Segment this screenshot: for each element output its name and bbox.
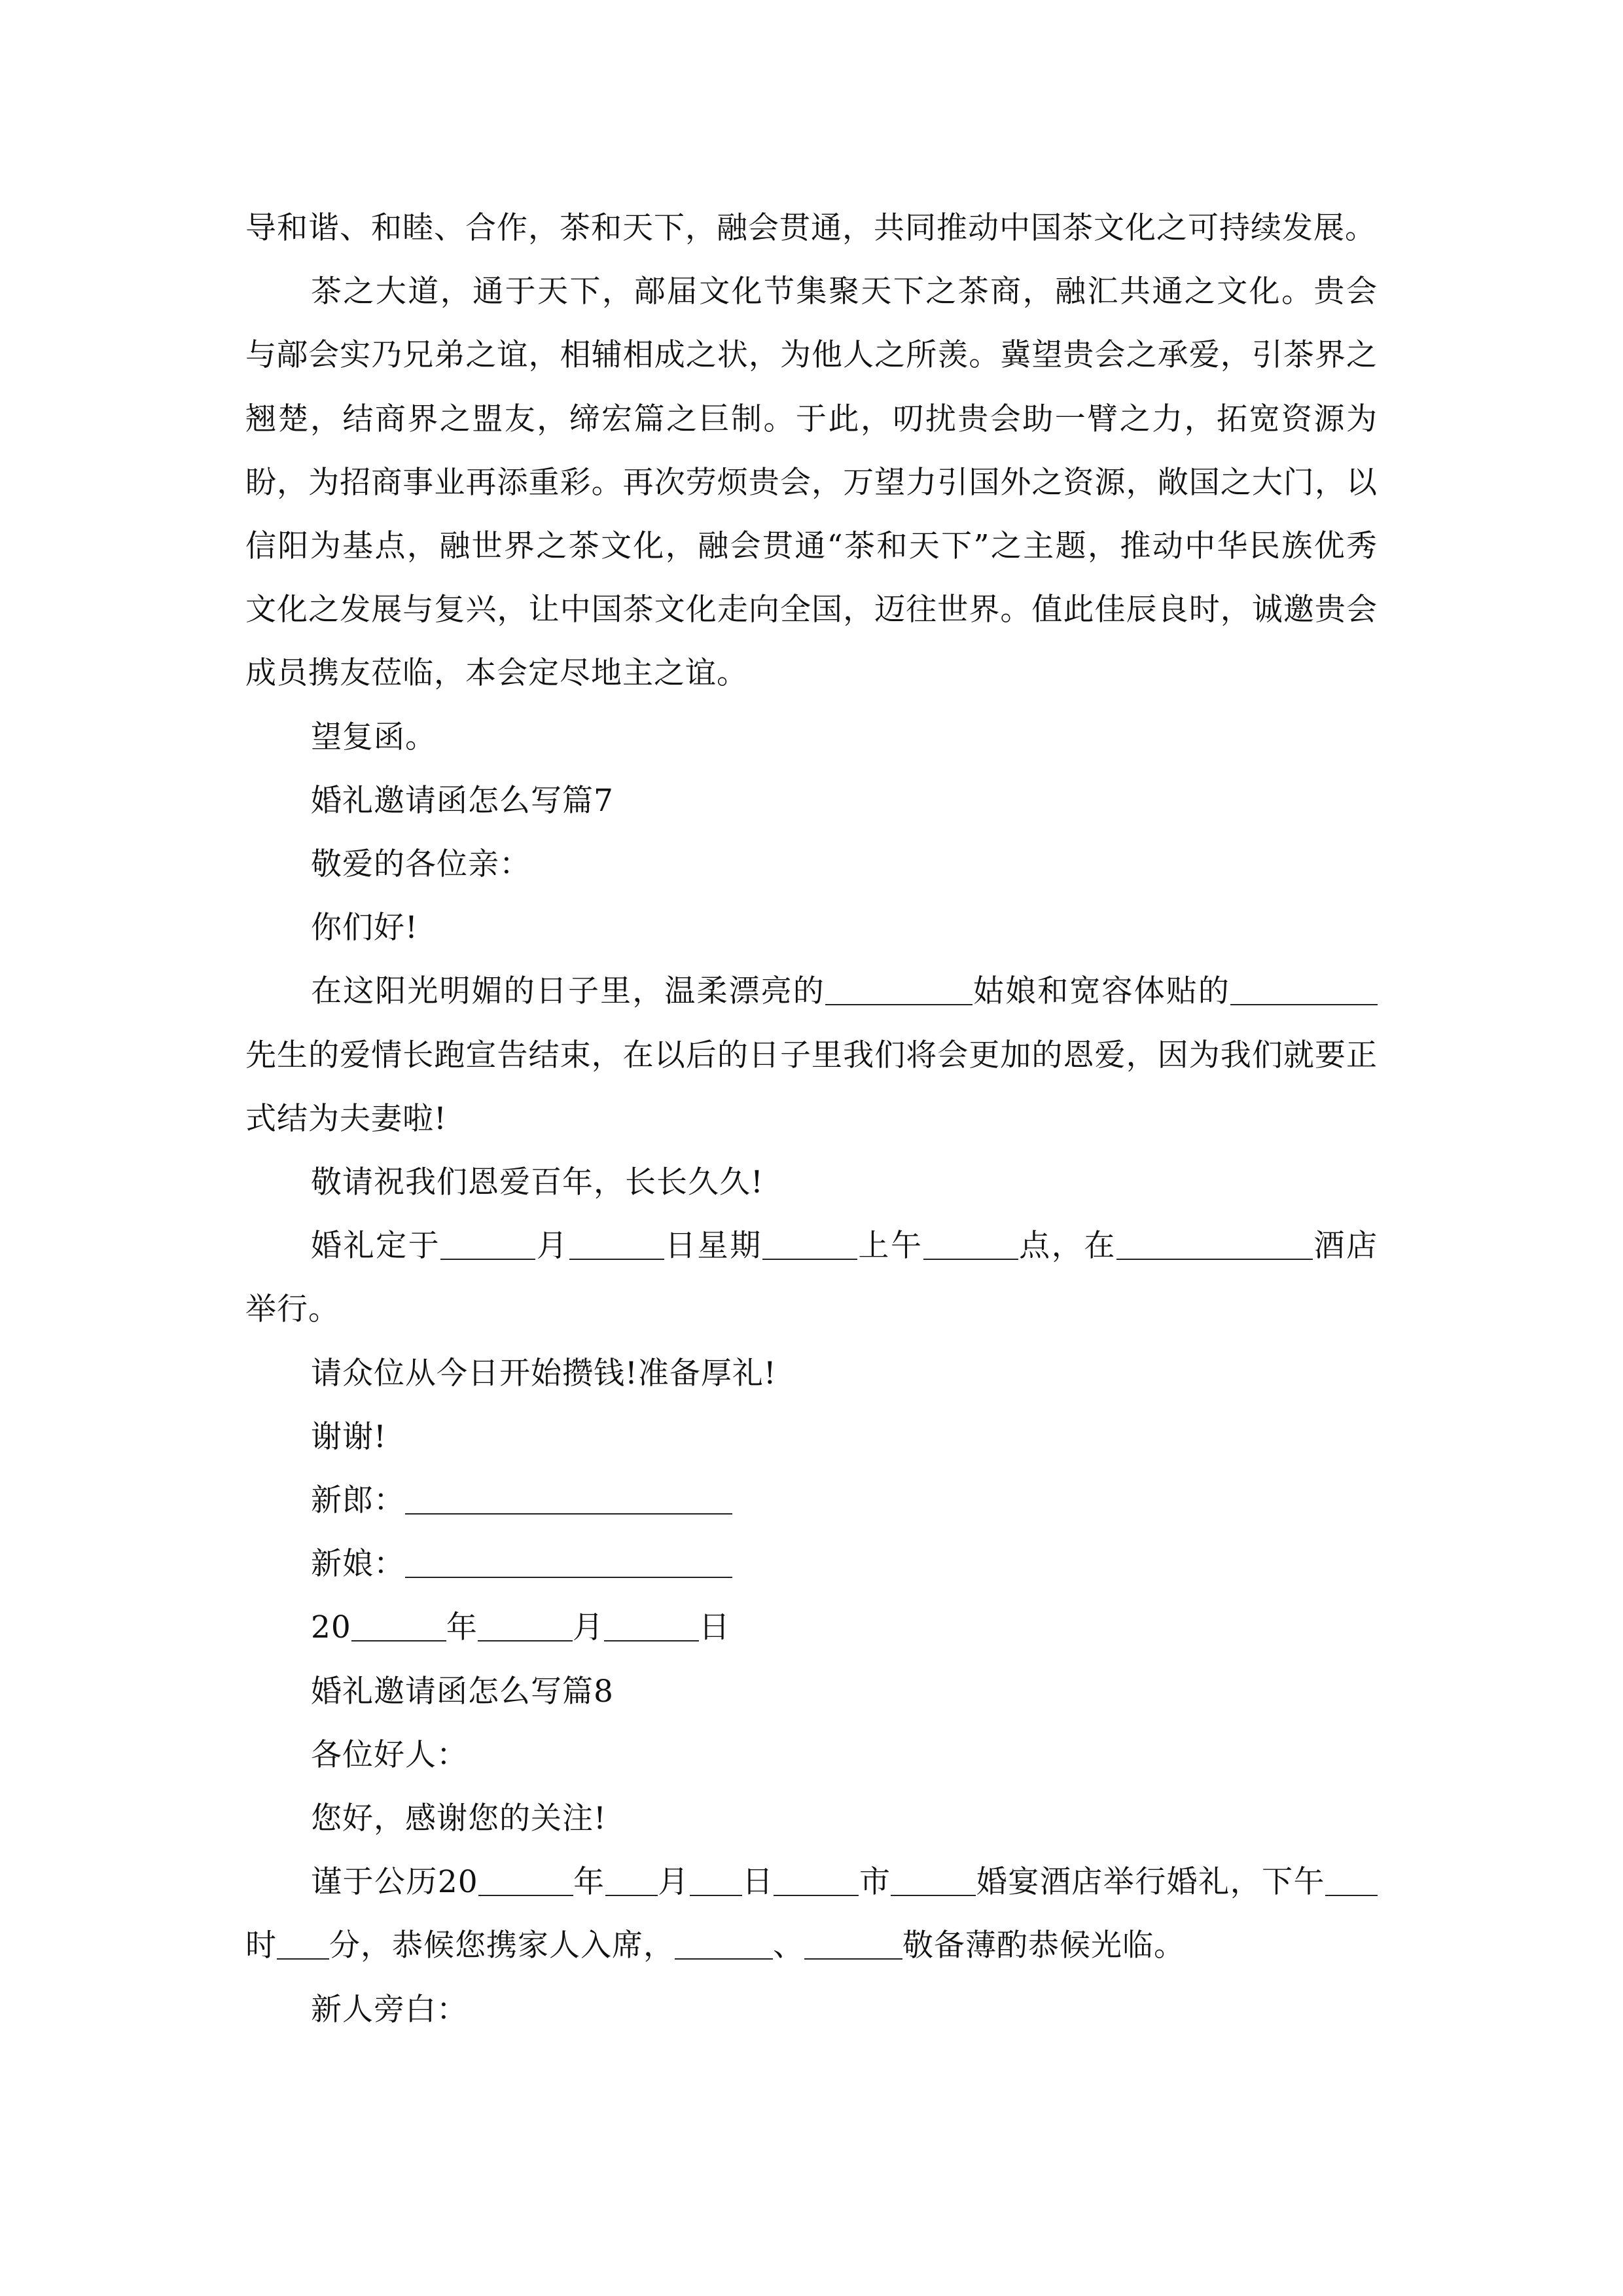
minute-blank: [277, 1928, 329, 1960]
text-segment: 20: [311, 1609, 351, 1646]
host-name-blank: [675, 1928, 773, 1960]
year-blank: [478, 1864, 573, 1896]
host-name-blank: [804, 1928, 902, 1960]
text-segment: 月: [572, 1609, 604, 1646]
text-segment: 酒店举行。: [245, 1228, 1378, 1328]
text-segment: 时: [245, 1928, 277, 1964]
bride-label: 新娘：: [311, 1546, 405, 1583]
text-segment: 日星期: [664, 1228, 762, 1265]
wedding-date-7: [245, 1214, 1378, 1341]
text-segment: 婚礼定于: [311, 1228, 441, 1265]
wish-7: 敬请祝我们恩爱百年，长长久久!: [311, 1164, 764, 1201]
city-blank: [774, 1864, 859, 1896]
gift-note-7: 请众位从今日开始攒钱!准备厚礼!: [311, 1355, 777, 1391]
bride-name-blank: [825, 973, 972, 1005]
text-segment: 先生的爱情长跑宣告结束，在以后的日子里我们将会更加的恩爱，因为我们就要正式结为夫妻啦!: [245, 1037, 1378, 1137]
paragraph-reply-request: 望复函。: [311, 719, 437, 755]
invitation-body-7: [245, 960, 1378, 1151]
text-segment: 上午: [857, 1228, 923, 1265]
bride-signature-line: [245, 1532, 1378, 1596]
day-blank: [690, 1864, 742, 1896]
hour-blank: [923, 1228, 1018, 1260]
day-blank: [569, 1228, 664, 1260]
text-segment: 月: [535, 1228, 569, 1265]
text-segment: 敬备薄酌恭候光临。: [902, 1928, 1185, 1964]
salutation-8: 各位好人：: [311, 1736, 468, 1773]
text-segment: 月: [657, 1864, 690, 1901]
venue-blank: [891, 1864, 976, 1896]
text-segment: 年: [573, 1864, 605, 1901]
day-blank: [604, 1609, 699, 1641]
month-blank: [478, 1609, 573, 1641]
signature-date-7: [245, 1596, 1378, 1659]
groom-signature-line: [245, 1469, 1378, 1532]
greeting-8: 您好，感谢您的关注!: [311, 1801, 607, 1837]
year-blank: [351, 1609, 446, 1641]
month-blank: [440, 1228, 535, 1260]
section-heading-7: 婚礼邀请函怎么写篇7: [311, 782, 614, 819]
text-segment: 姑娘和宽容体贴的: [972, 973, 1231, 1010]
text-segment: 谨于公历20: [311, 1864, 478, 1901]
paragraph-tea-culture: 茶之大道，通于天下，鄗届文化节集聚天下之茶商，融汇共通之文化。贵会与鄗会实乃兄弟之谊，相辅相成之状，为他人之所羡。冀望贵会之承爱，引茶界之翘楚，结商界之盟友，缔宏篇之巨制。于此，叨扰贵会助一臂之力，拓宽资源为盼，为招商事业再添重彩。再次劳烦贵会，万望力引国外之资源，敞国之大门，以信阳为基点，融世界之茶文化，融会贯通“茶和天下”之主题，推动中华民族优秀文化之发展与复兴，让中国茶文化走向全国，迈往世界。值此佳辰良时，诚邀贵会成员携友莅临，本会定尽地主之谊。: [245, 274, 1378, 692]
text-segment: 市: [859, 1864, 891, 1901]
text-segment: 日: [741, 1864, 774, 1901]
month-blank: [605, 1864, 658, 1896]
aside-8: 新人旁白：: [311, 1991, 468, 2028]
text-segment: 婚宴酒店举行婚礼，下午: [976, 1864, 1326, 1901]
groom-label: 新郎：: [311, 1482, 405, 1519]
salutation-7: 敬爱的各位亲：: [311, 846, 531, 883]
greeting-7: 你们好!: [311, 910, 418, 946]
invitation-body-8: [245, 1850, 1378, 1977]
thanks-7: 谢谢!: [311, 1418, 387, 1455]
text-segment: 日: [698, 1609, 730, 1646]
text-segment: 在这阳光明媚的日子里，温柔漂亮的: [311, 973, 825, 1010]
section-heading-8: 婚礼邀请函怎么写篇8: [311, 1673, 614, 1710]
document-page: [245, 196, 1378, 2041]
paragraph-continuation: 导和谐、和睦、合作，茶和天下，融会贯通，共同推动中国茶文化之可持续发展。: [245, 210, 1376, 246]
text-segment: 点，在: [1018, 1228, 1116, 1265]
text-segment: 、: [773, 1928, 804, 1964]
groom-signature-blank: [405, 1482, 732, 1515]
hotel-blank: [1116, 1228, 1313, 1260]
hour-blank: [1325, 1864, 1378, 1896]
bride-signature-blank: [405, 1546, 732, 1578]
text-segment: 年: [446, 1609, 478, 1646]
groom-name-blank: [1230, 973, 1378, 1005]
weekday-blank: [762, 1228, 857, 1260]
text-segment: 分，恭候您携家人入席，: [329, 1928, 675, 1964]
